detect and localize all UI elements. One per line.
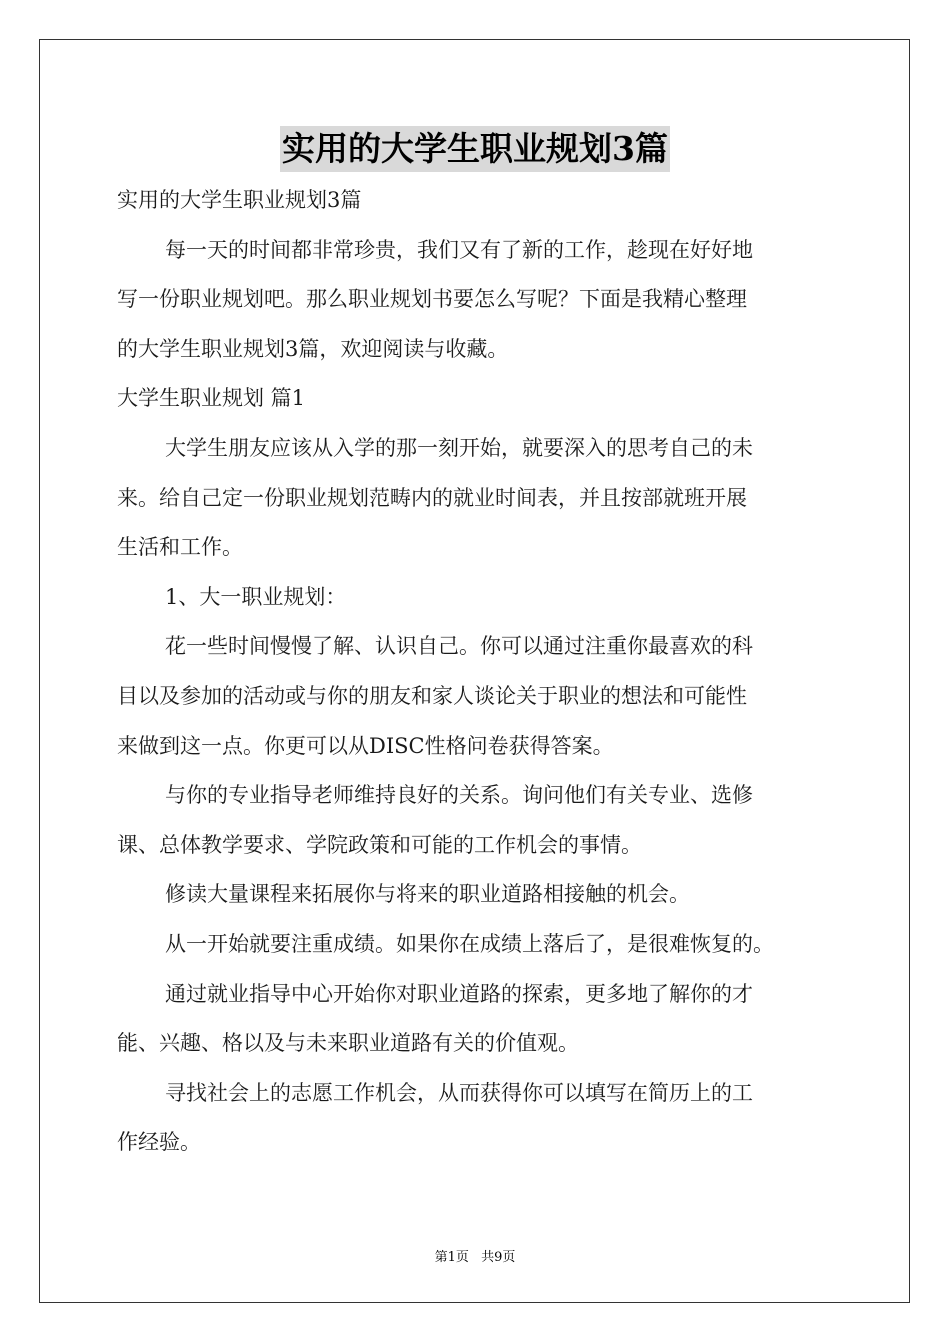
text-line: 课、总体教学要求、学院政策和可能的工作机会的事情。 — [117, 832, 642, 857]
text-line: 写一份职业规划吧。那么职业规划书要怎么写呢？下面是我精心整理 — [117, 287, 747, 312]
title-wrap — [0, 126, 950, 172]
text-line: 大学生朋友应该从入学的那一刻开始，就要深入的思考自己的未 — [165, 435, 753, 460]
text-line: 花一些时间慢慢了解、认识自己。你可以通过注重你最喜欢的科 — [165, 634, 753, 659]
text-line: 寻找社会上的志愿工作机会，从而获得你可以填写在简历上的工 — [165, 1080, 753, 1105]
page-number: 第1页 — [434, 1250, 469, 1265]
text-line: 的大学生职业规划3篇，欢迎阅读与收藏。 — [117, 336, 509, 361]
page-total: 共9页 — [481, 1250, 516, 1265]
text-line: 通过就业指导中心开始你对职业道路的探索，更多地了解你的才 — [165, 981, 753, 1006]
sub-heading: 1、大一职业规划： — [165, 584, 347, 609]
text-line: 目以及参加的活动或与你的朋友和家人谈论关于职业的想法和可能性 — [117, 683, 747, 708]
page-footer — [0, 1246, 950, 1265]
document-body — [117, 176, 847, 1168]
text-line: 来。给自己定一份职业规划范畴内的就业时间表，并且按部就班开展 — [117, 485, 747, 510]
text-line: 每一天的时间都非常珍贵，我们又有了新的工作，趁现在好好地 — [165, 237, 753, 262]
text-line: 作经验。 — [117, 1130, 201, 1155]
text-line: 与你的专业指导老师维持良好的关系。询问他们有关专业、选修 — [165, 783, 753, 808]
text-line: 生活和工作。 — [117, 535, 243, 560]
section-heading: 大学生职业规划 篇1 — [117, 386, 306, 411]
text-line: 来做到这一点。你更可以从DISC性格问卷获得答案。 — [117, 733, 614, 758]
text-line: 从一开始就要注重成绩。如果你在成绩上落后了，是很难恢复的。 — [165, 931, 774, 956]
text-line: 实用的大学生职业规划3篇 — [117, 188, 362, 212]
text-line: 修读大量课程来拓展你与将来的职业道路相接触的机会。 — [165, 882, 690, 907]
text-line: 能、兴趣、格以及与未来职业道路有关的价值观。 — [117, 1031, 579, 1056]
document-title: 实用的大学生职业规划3篇 — [280, 126, 670, 172]
